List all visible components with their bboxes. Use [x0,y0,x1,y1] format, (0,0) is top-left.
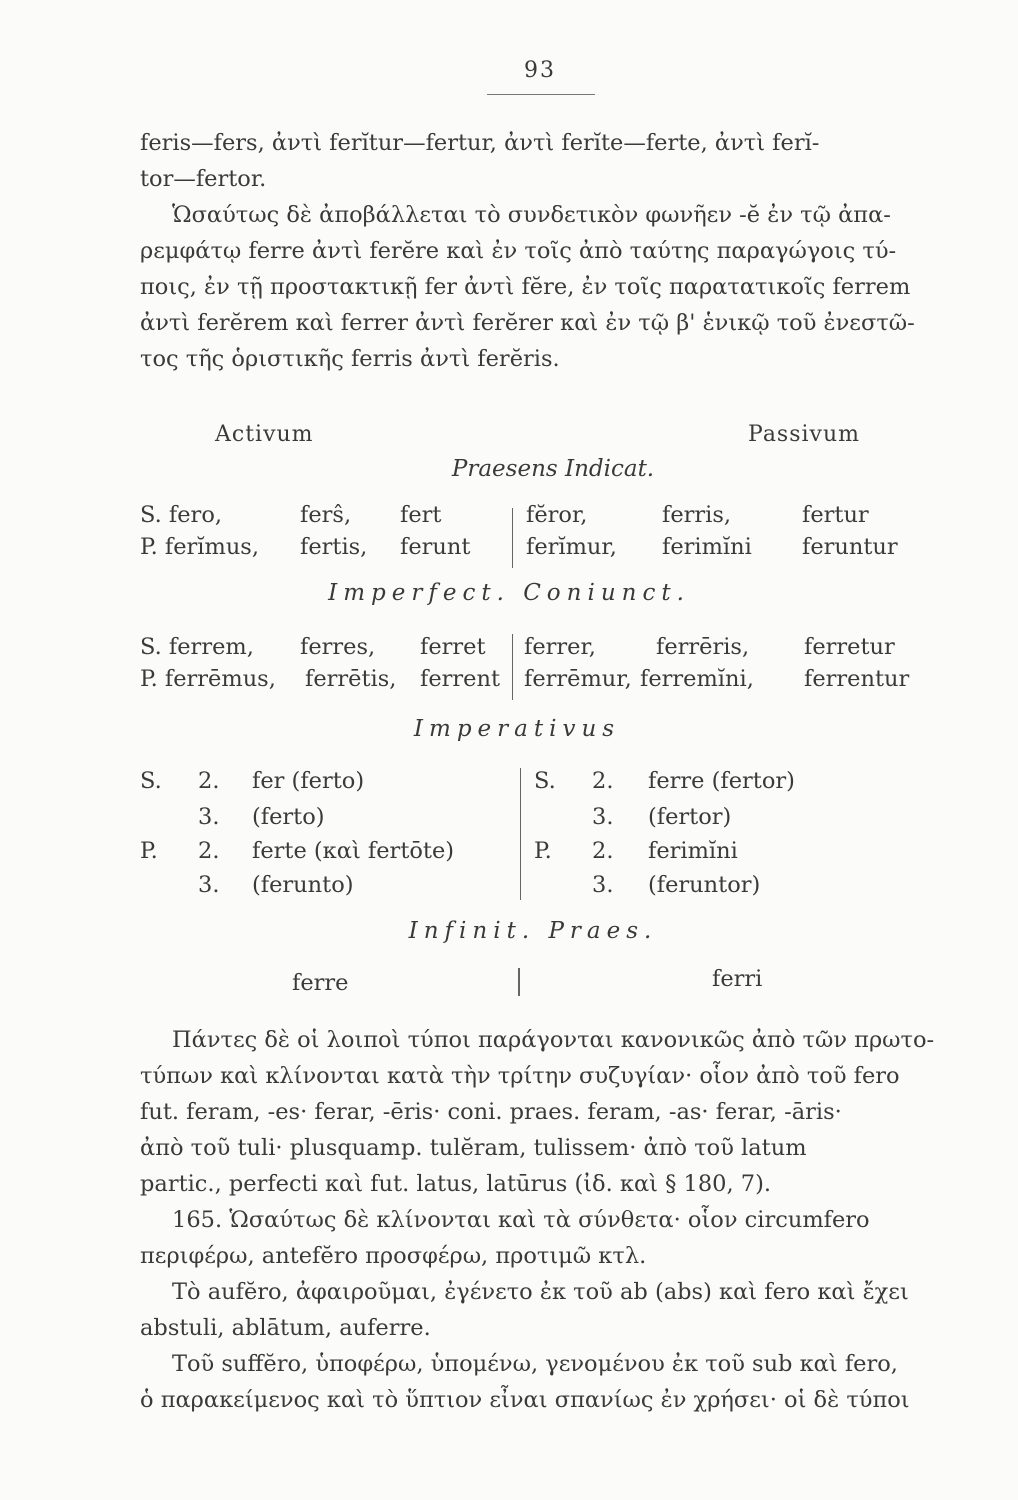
text-line: tor—fertor. [140,166,267,192]
passivum-heading: Passivum [748,422,861,447]
table-cell: P. [534,838,552,864]
table-cell: 2. [198,838,220,864]
table-cell: ferretur [804,634,895,660]
table-cell: ferremĭni, [640,666,754,692]
table-cell: P. ferĭmus, [140,534,260,560]
table-cell: ferrentur [804,666,910,692]
text-line: Τοῦ suffĕro, ὑποφέρω, ὑπομένω, γενομένου ἐκ τοῦ sub καὶ fero, [172,1351,898,1377]
table-cell: fert [400,502,442,528]
table-cell: P. [140,838,158,864]
text-line: ἀπὸ τοῦ tuli· plusquamp. tulĕram, tulissem· ἀπὸ τοῦ latum [140,1135,807,1161]
table-cell: 3. [198,804,220,830]
table-cell: 3. [592,872,614,898]
table-cell: (feruntor) [648,872,761,898]
table-cell: 2. [198,768,220,794]
text-line: Ὡσαύτως δὲ ἀποβάλλεται τὸ συνδετικὸν φωνῆεν -ĕ ἐν τῷ ἀπα- [172,202,891,228]
table-cell: 2. [592,768,614,794]
page-number-rule [487,94,595,95]
text-line: partic., perfecti καὶ fut. latus, latūrus (ἰδ. καὶ § 180, 7). [140,1171,772,1197]
text-line: 165. Ὡσαύτως δὲ κλίνονται καὶ τὰ σύνθετα· οἷον circumfero [172,1207,870,1233]
text-line: ποις, ἐν τῇ προστακτικῇ fer ἀντὶ fĕre, ἐν τοῖς παρατατικοῖς ferrem [140,274,911,300]
table-cell: ferunt [400,534,471,560]
activum-heading: Activum [215,422,314,447]
table-cell: fertur [802,502,869,528]
column-divider [512,634,513,700]
table-cell: ferrēmur, [524,666,632,692]
table-cell: fer (ferto) [252,768,365,794]
text-line: feris—fers, ἀντὶ ferĭtur—fertur, ἀντὶ ferĭte—ferte, ἀντὶ ferĭ- [140,130,820,156]
table-cell: P. ferrēmus, [140,666,276,692]
table-cell: feruntur [802,534,898,560]
infinitive-heading: Infinit. Praes. [408,918,658,944]
text-line: fut. feram, -es· ferar, -ēris· coni. praes. feram, -as· ferar, -āris· [140,1099,842,1125]
praesens-heading: Praesens Indicat. [451,456,655,482]
infinitive-passive: ferri [712,966,763,992]
column-divider [520,768,521,900]
table-cell: (ferto) [252,804,325,830]
table-cell: (fertor) [648,804,732,830]
imperativus-heading: Imperativus [413,716,621,742]
table-cell: ferrent [420,666,501,692]
column-divider [518,968,520,996]
table-cell: S. fero, [140,502,223,528]
table-cell: ferret [420,634,486,660]
table-cell: fertis, [300,534,368,560]
table-cell: ferĭmur, [526,534,617,560]
table-cell: S. [140,768,162,794]
table-cell: 2. [592,838,614,864]
table-cell: ferrer, [524,634,596,660]
text-line: τος τῆς ὁριστικῆς ferris ἀντὶ ferĕris. [140,346,560,372]
table-cell: ferris, [662,502,732,528]
table-cell: ferimĭni [662,534,752,560]
intro-paragraph [140,125,962,377]
table-cell: ferre (fertor) [648,768,795,794]
text-line: περιφέρω, antefĕro προσφέρω, προτιμῶ κτλ. [140,1243,647,1269]
table-cell: ferrētis, [305,666,397,692]
imperfect-heading: Imperfect. Coniunct. [328,580,690,606]
infinitive-active: ferre [292,970,349,996]
page-number: 93 [524,58,556,83]
text-line: ὁ παρακείμενος καὶ τὸ ὕπτιον εἶναι σπανίως ἐν χρήσει· οἱ δὲ τύποι [140,1387,910,1413]
column-divider [512,508,513,568]
body-text [140,1022,962,1418]
table-cell: ferrēris, [656,634,750,660]
text-line: Πάντες δὲ οἱ λοιποὶ τύποι παράγονται κανονικῶς ἀπὸ τῶν πρωτο- [172,1027,935,1053]
table-cell: S. [534,768,556,794]
text-line: τύπων καὶ κλίνονται κατὰ τὴν τρίτην συζυγίαν· οἷον ἀπὸ τοῦ fero [140,1063,900,1089]
table-cell: ferimĭni [648,838,738,864]
table-cell: (ferunto) [252,872,354,898]
table-cell: ferte (καὶ fertōte) [252,838,455,864]
text-line: ἀντὶ ferĕrem καὶ ferrer ἀντὶ ferĕrer καὶ ἐν τῷ β' ἑνικῷ τοῦ ἐνεστῶ- [140,310,915,336]
table-cell: fĕror, [526,502,588,528]
text-line: Τὸ aufĕro, ἀφαιροῦμαι, ἐγένετο ἐκ τοῦ ab (abs) καὶ fero καὶ ἔχει [172,1279,909,1305]
table-cell: ferŝ, [300,502,352,528]
table-cell: ferres, [300,634,376,660]
text-line: ρεμφάτῳ ferre ἀντὶ ferĕre καὶ ἐν τοῖς ἀπὸ ταύτης παραγώγοις τύ- [140,238,897,264]
table-cell: 3. [592,804,614,830]
table-cell: S. ferrem, [140,634,254,660]
text-line: abstuli, ablātum, auferre. [140,1315,431,1341]
table-cell: 3. [198,872,220,898]
